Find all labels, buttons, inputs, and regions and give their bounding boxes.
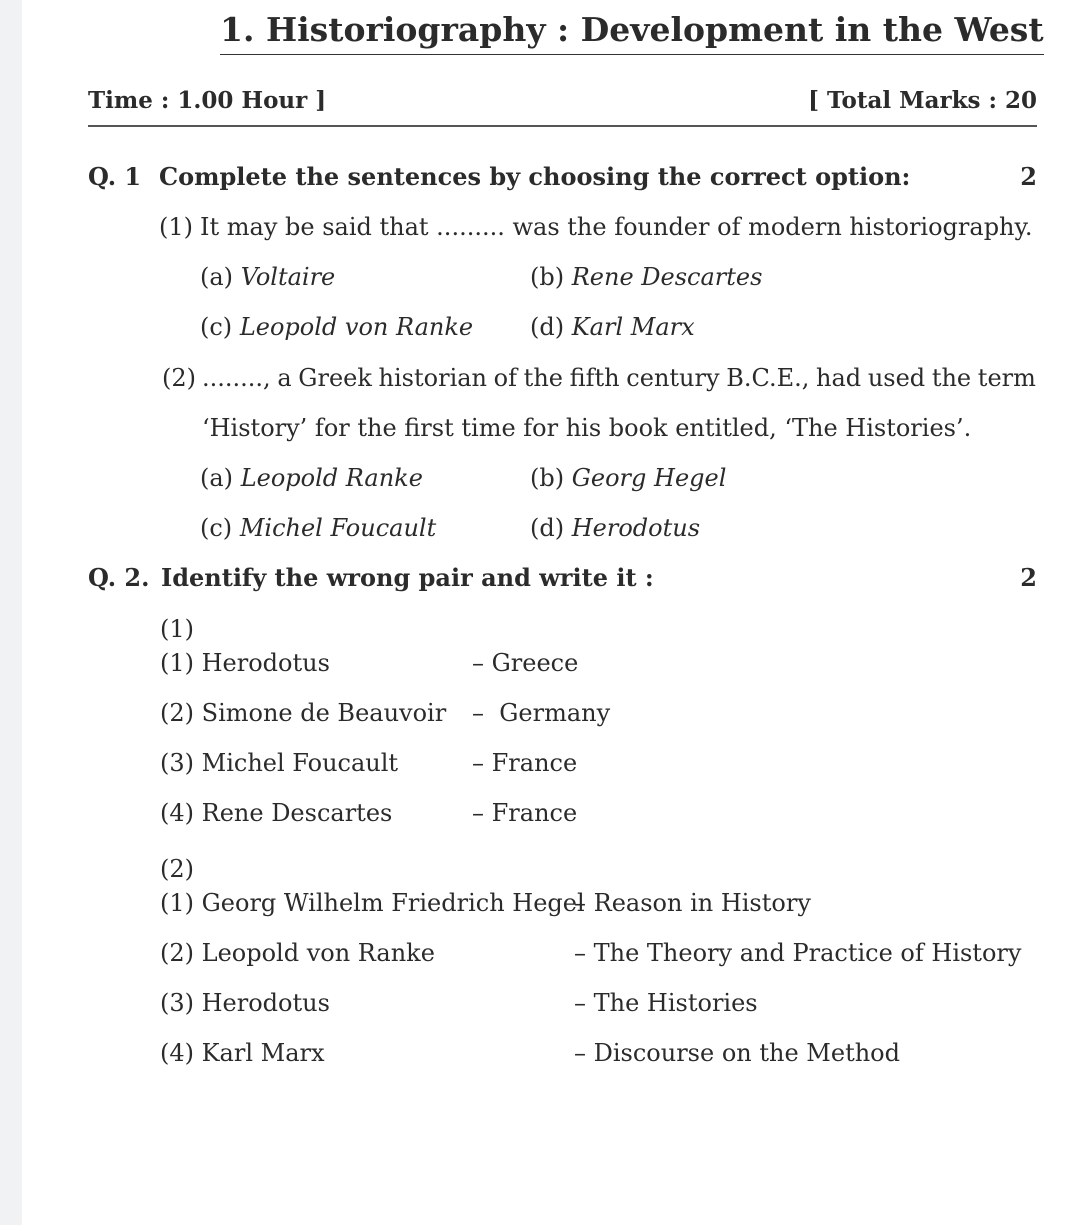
option-letter: (d) [530,514,565,542]
q2-set2-pair1-right: – Reason in History [574,889,811,917]
option-text: Georg Hegel [571,464,727,492]
q2-prompt: Identify the wrong pair and write it : [161,563,654,592]
total-marks-label: [ Total Marks : 20 [808,87,1037,114]
option-text: Karl Marx [571,313,695,341]
option-letter: (d) [530,313,565,341]
q1-item2-line2: ‘History’ for the first time for his book entitled, ‘The Histories’. [202,414,972,442]
q2-set2-label: (2) [160,855,194,883]
word: of [493,364,518,392]
q1-item1-option-c [200,312,473,342]
q1-item2-number: (2) [162,364,196,392]
word: B.C.E., [726,364,810,392]
q2-set1-label: (1) [160,615,194,643]
q2-set1-pair4-left: (4) Rene Descartes [160,799,393,827]
q2-set1-pair2-left: (2) Simone de Beauvoir [160,699,447,727]
option-letter: (b) [530,263,565,291]
option-text: Rene Descartes [571,263,763,291]
q1-item1-text: It may be said that ......... was the founder of modern historiography. [200,213,1033,241]
word: term [977,364,1036,392]
word: Greek [298,364,372,392]
option-letter: (a) [200,464,234,492]
q2-set1-pair3-right: – France [472,749,578,777]
option-text: Michel Foucault [239,514,437,542]
word: the [523,364,563,392]
q1-item2-option-c [200,513,436,543]
q2-marks: 2 [1020,563,1037,592]
word: century [626,364,720,392]
option-text: Herodotus [571,514,701,542]
word: a [277,364,292,392]
q1-item2-option-b [530,463,726,493]
q2-set2-pair4-right: – Discourse on the Method [574,1039,900,1067]
page-title: 1. Historiography : Development in the West [220,8,1044,55]
document-page [22,0,1080,1225]
q1-item1-option-b [530,262,762,292]
q2-set1-pair1-right: – Greece [472,649,579,677]
option-text: Voltaire [240,263,336,291]
q2-set2-pair1-left: (1) Georg Wilhelm Friedrich Hegel [160,889,585,917]
q1-item1-option-d [530,312,695,342]
word: the [931,364,972,392]
option-letter: (c) [200,313,233,341]
q1-item2-line1 [202,363,1036,393]
q2-set2-pair3-right: – The Histories [574,989,758,1017]
q2-set2-pair2-right: – The Theory and Practice of History [574,939,1022,967]
time-label: Time : 1.00 Hour ] [88,87,327,114]
header-divider [88,125,1037,127]
option-letter: (b) [530,464,565,492]
q2-set1-pair1-left: (1) Herodotus [160,649,330,677]
q1-marks: 2 [1020,162,1037,191]
q2-set1-pair3-left: (3) Michel Foucault [160,749,399,777]
q1-item2-option-d [530,513,700,543]
q2-set1-pair4-right: – France [472,799,578,827]
option-letter: (c) [200,514,233,542]
word: used [867,364,926,392]
q1-item2-option-a [200,463,423,493]
option-text: Leopold Ranke [240,464,423,492]
q1-item1-option-a [200,262,335,292]
q2-set2-pair3-left: (3) Herodotus [160,989,330,1017]
q1-number: Q. 1 [88,162,142,191]
word: fifth [569,364,620,392]
option-text: Leopold von Ranke [239,313,474,341]
option-letter: (a) [200,263,234,291]
q2-set2-pair4-left: (4) Karl Marx [160,1039,325,1067]
word: had [816,364,862,392]
q2-set2-pair2-left: (2) Leopold von Ranke [160,939,435,967]
word: historian [378,364,488,392]
q1-item1-number: (1) [159,213,193,241]
q2-set1-pair2-right: – Germany [472,699,611,727]
q2-number: Q. 2. [88,563,150,592]
q1-prompt: Complete the sentences by choosing the correct option: [159,162,911,191]
word: ........, [202,364,271,392]
